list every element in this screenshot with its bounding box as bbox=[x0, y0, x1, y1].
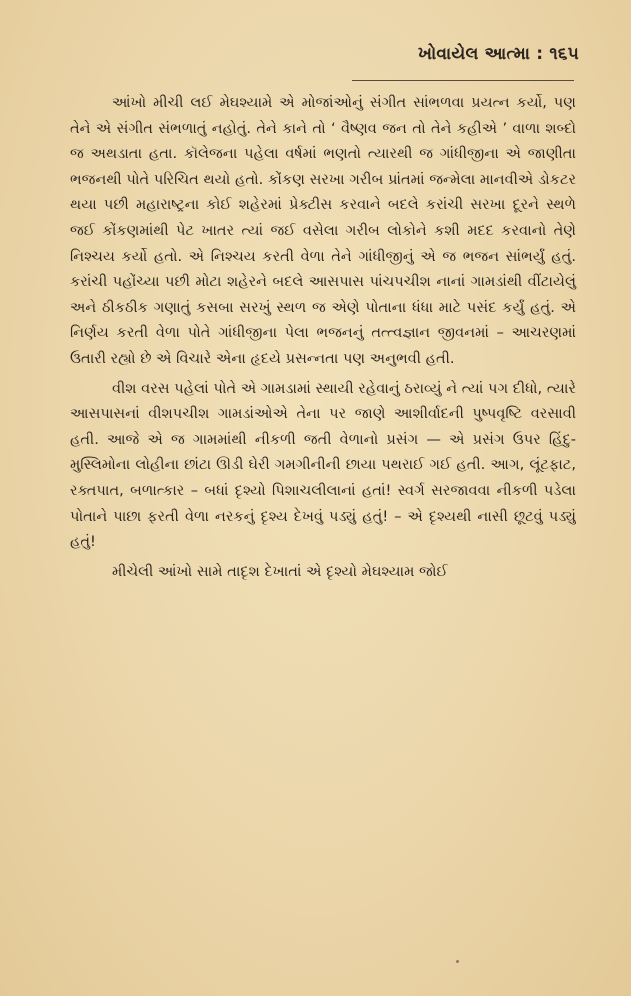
body-text bbox=[70, 90, 576, 584]
paper-speck bbox=[456, 960, 459, 963]
paragraph-1: આંખો મીચી લઈ મેઘશ્યામે એ મોજાંઓનું સંગીત સાંભળવા પ્રયત્ન કર્યો, પણ તેને એ સંગીત સંભળાતું નહોતું. તેને કાને તો ‘ વૈષ્ણવ જન તો તેને કહીએ ’ વાળા શબ્દો જ અથડાતા હતા. કૉલેજના પહેલા વર્ષમાં ભણતો ત્યારથી જ ગાંધીજીના એ જાણીતા ભજનથી પોતે પરિચિત થયો હતો. કોંકણ સરખા ગરીબ પ્રાંતમાં જન્મેલા માનવીએ ડોકટર થયા પછી મહારાષ્ટ્રના કોઈ શહેરમાં પ્રેક્ટીસ કરવાને બદલે કરાંચી સરખા દૂરને સ્થળે જઈ કોંકણમાંથી પેટ ખાતર ત્યાં જઈ વસેલા ગરીબ લોકોને કશી મદદ કરવાનો તેણે નિશ્ચય કર્યો હતો. એ નિશ્ચય કરતી વેળા તેને ગાંધીજીનું એ જ ભજન સાંભર્યું હતું. કરાંચી પહોંચ્યા પછી મોટા શહેરને બદલે આસપાસ પાંચપચીશ નાનાં ગામડાંથી વીંટાયેલું અને ઠીકઠીક ગણાતું કસબા સરખું સ્થળ જ એણે પોતાના ધંધા માટે પસંદ કર્યું હતું. એ નિર્ણય કરતી વેળા પોતે ગાંધીજીના પેલા ભજનનું તત્ત્વજ્ઞાન જીવનમાં – આચરણમાં ઉતારી રહ્યો છે એ વિચારે એના હૃદયે પ્રસન્નતા પણ અનુભવી હતી. bbox=[70, 94, 576, 367]
running-head: ખોવાયેલ આત્મા : ૧૬૫ bbox=[417, 44, 579, 64]
paragraph-2: વીશ વરસ પહેલાં પોતે એ ગામડામાં સ્થાયી રહેવાનું ઠરાવ્યું ને ત્યાં પગ દીધો, ત્યારે આસપાસનાં વીશપચીશ ગામડાંઓએ તેના પર જાણે આશીર્વાદની પુષ્પવૃષ્ટિ વરસાવી હતી. આજે એ જ ગામમાંથી નીકળી જતી વેળાનો પ્રસંગ — એ પ્રસંગ ઉપર હિંદુ-મુસ્લિમોના લોહીના છાંટા ઊડી ઘેરી ગમગીનીની છાયા પથરાઈ ગઈ હતી. આગ, લૂંટફાટ, રક્તપાત, બળાત્કાર – બધાં દૃશ્યો પિશાચલીલાનાં હતાં! સ્વર્ગ સરજાવવા નીકળી પડેલા પોતાને પાછા ફરતી વેળા નરકનું દૃશ્ય દેખવું પડ્યું હતું! – એ દૃશ્યથી નાસી છૂટવું પડ્યું હતું! bbox=[70, 379, 576, 551]
paragraph-3: મીચેલી આંખો સામે તાદૃશ દેખાતાં એ દૃશ્યો મેઘશ્યામ જોઈ bbox=[112, 562, 448, 580]
header-rule bbox=[352, 80, 574, 81]
